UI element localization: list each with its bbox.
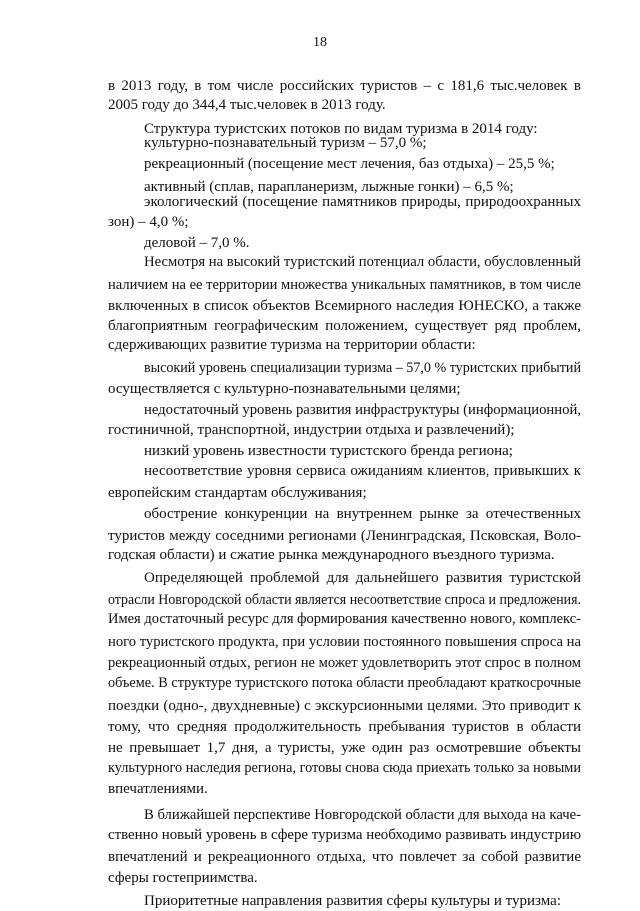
text-line: ного туристского продукта, при условии постоянного повышения спроса на [108,634,581,650]
text-line: сферы гостеприимства. [108,870,258,886]
text-line: Приоритетные направления развития сферы культуры и туризма: [144,893,561,909]
text-line: культурного наследия региона, готовы снова сюда приехать только за новыми [108,760,581,776]
text-line: Определяющей проблемой для дальнейшего развития туристской [144,570,581,586]
text-line: туристов между соседними регионами (Ленинградская, Псковская, Воло- [108,528,581,544]
text-line: высокий уровень специализации туризма – 57,0 % туристских прибытий [144,360,581,376]
text-line: Несмотря на высокий туристский потенциал области, обусловленный [144,254,581,270]
text-line: не превышает 1,7 дня, а туристы, уже один раз осмотревшие объекты [108,740,581,756]
text-line: рекреационный отдых, регион не может удовлетворить этот спрос в полном [108,655,581,671]
text-line: зон) – 4,0 %; [108,214,189,230]
text-line: включенных в список объектов Всемирного наследия ЮНЕСКО, а также [108,298,581,314]
text-line: недостаточный уровень развития инфраструктуры (информационной, [144,402,581,418]
text-line: европейским стандартам обслуживания; [108,485,367,501]
text-line: в 2013 году, в том числе российских туристов – с 181,6 тыс.человек в [108,78,581,94]
text-line: рекреационный (посещение мест лечения, баз отдыха) – 25,5 %; [144,156,555,172]
text-line: экологический (посещение памятников природы, природоохранных [144,194,581,210]
text-line: Имея достаточный ресурс для формирования качественно нового, комплекс- [108,611,581,627]
text-line: осуществляется с культурно-познавательными целями; [108,381,461,397]
text-line: В ближайшей перспективе Новгородской области для выхода на каче- [144,807,581,823]
text-line: поездки (одно-, двухдневные) с экскурсионными целями. Это приводит к [108,698,581,714]
text-line: тому, что средняя продолжительность пребывания туристов в области [108,719,581,735]
page-number: 18 [313,35,327,50]
text-line: 2005 году до 344,4 тыс.человек в 2013 году. [108,97,386,113]
text-line: впечатлениями. [108,781,208,797]
text-line: Структура туристских потоков по видам туризма в 2014 году: [144,121,538,137]
text-line: объеме. В структуре туристского потока области преобладают краткосрочные [108,675,581,691]
text-line: культурно-познавательный туризм – 57,0 %; [144,135,427,151]
text-line: наличием на ее территории множества уникальных памятников, в том числе [108,277,581,293]
text-line: годская области) и сжатие рынка международного въездного туризма. [108,547,555,563]
text-line: несоответствие уровня сервиса ожиданиям клиентов, привыкших к [144,463,581,479]
text-line: гостиничной, транспортной, индустрии отдыха и развлечений); [108,422,515,438]
text-line: деловой – 7,0 %. [144,235,250,251]
text-line: благоприятным географическим положением, существует ряд проблем, [108,318,581,334]
text-line: низкий уровень известности туристского бренда региона; [144,443,513,459]
text-line: сдерживающих развитие туризма на территории области: [108,337,476,353]
text-line: активный (сплав, парапланеризм, лыжные гонки) – 6,5 %; [144,179,514,195]
text-line: впечатлений и рекреационного отдыха, что повлечет за собой развитие [108,849,581,865]
text-line: отрасли Новгородской области является несоответствие спроса и предложения. [108,592,581,608]
text-line: ственно новый уровень в сфере туризма необходимо развивать индустрию [108,827,581,843]
text-line: обострение конкуренции на внутреннем рынке за отечественных [144,506,581,522]
